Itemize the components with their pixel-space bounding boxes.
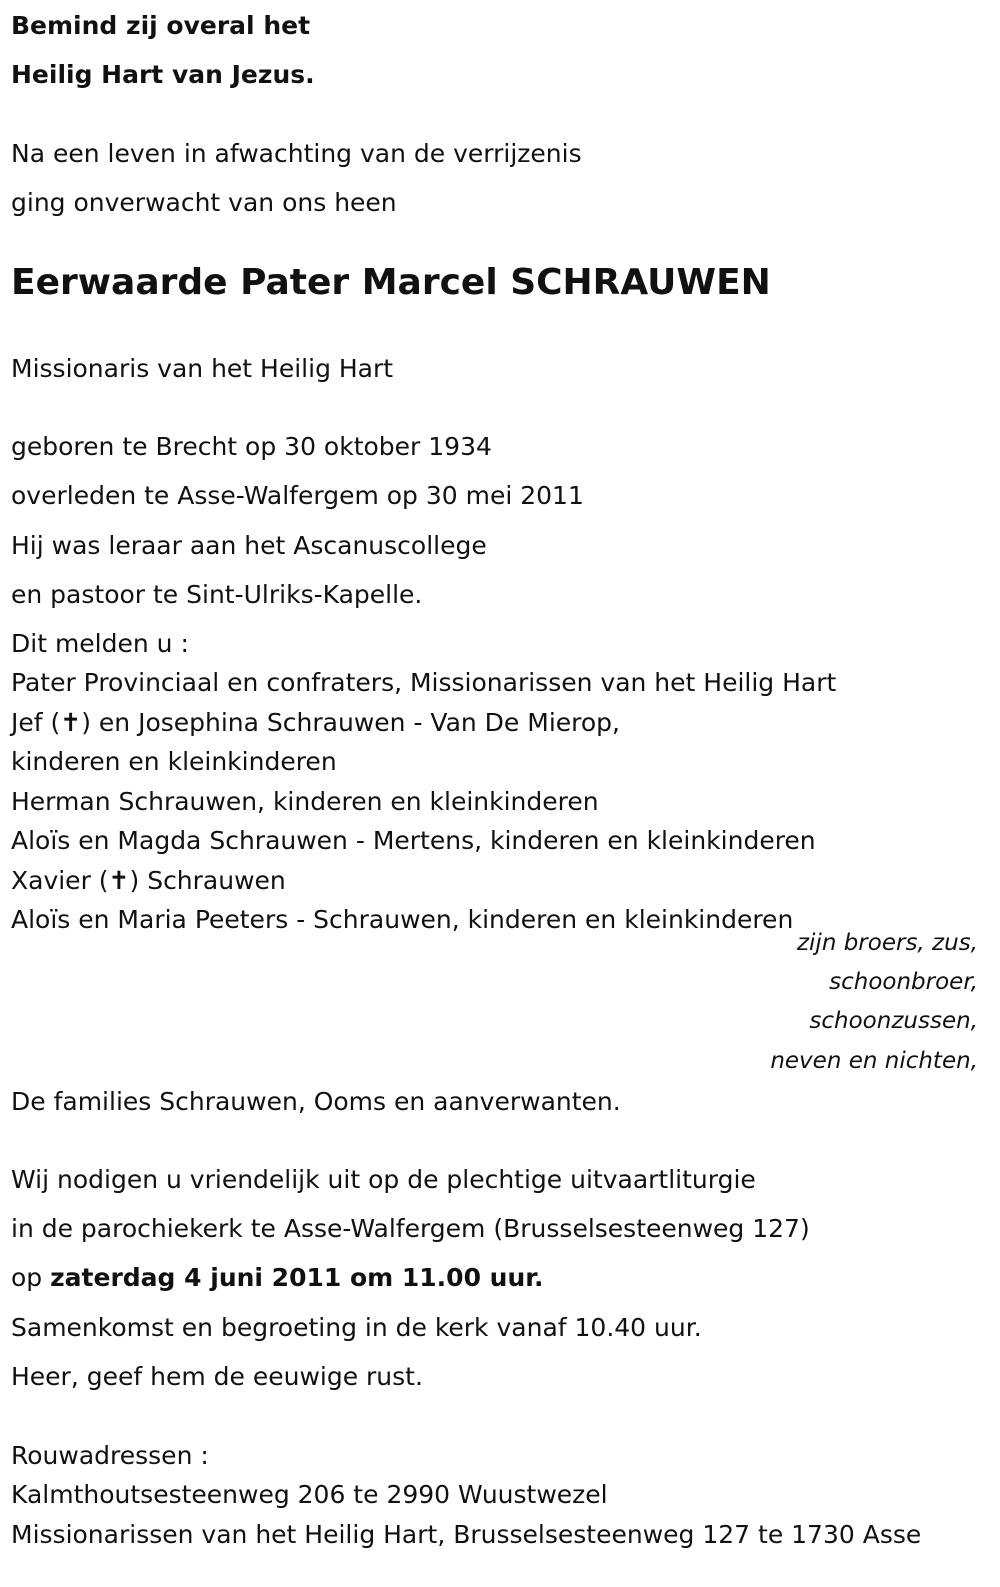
announcer-line: Aloïs en Magda Schrauwen - Mertens, kinderen en kleinkinderen: [11, 826, 816, 855]
address-line: Kalmthoutsesteenweg 206 te 2990 Wuustwezel: [11, 1480, 608, 1509]
funeral-line-2: in de parochiekerk te Asse-Walfergem (Brusselsesteenweg 127): [11, 1214, 810, 1243]
announcement-line-1: Na een leven in afwachting van de verrijzenis: [11, 139, 582, 168]
intro-line-2: Heilig Hart van Jezus.: [11, 60, 315, 89]
funeral-datetime: zaterdag 4 juni 2011 om 11.00 uur.: [50, 1263, 544, 1292]
funeral-op: op: [11, 1263, 51, 1292]
born-line: geboren te Brecht op 30 oktober 1934: [11, 432, 492, 461]
families-line: De families Schrauwen, Ooms en aanverwanten.: [11, 1087, 621, 1116]
announcer-line: Herman Schrauwen, kinderen en kleinkinderen: [11, 787, 599, 816]
prayer-line: Heer, geef hem de eeuwige rust.: [11, 1362, 423, 1391]
funeral-date-line: [11, 1265, 544, 1290]
announcer-line: kinderen en kleinkinderen: [11, 747, 337, 776]
announcer-line: Pater Provinciaal en confraters, Missionarissen van het Heilig Hart: [11, 668, 837, 697]
addresses-heading: Rouwadressen :: [11, 1441, 209, 1470]
relation-line: schoonzussen,: [809, 1008, 978, 1034]
relation-line: schoonbroer,: [829, 969, 978, 995]
funeral-line-1: Wij nodigen u vriendelijk uit op de plechtige uitvaartliturgie: [11, 1165, 756, 1194]
announcement-line-2: ging onverwacht van ons heen: [11, 188, 397, 217]
announcer-line: Aloïs en Maria Peeters - Schrauwen, kinderen en kleinkinderen: [11, 905, 794, 934]
gathering-line: Samenkomst en begroeting in de kerk vanaf 10.40 uur.: [11, 1313, 702, 1342]
address-line: Missionarissen van het Heilig Hart, Brusselsesteenweg 127 te 1730 Asse: [11, 1520, 922, 1549]
intro-line-1: Bemind zij overal het: [11, 11, 311, 40]
relation-line: neven en nichten,: [770, 1048, 978, 1074]
relation-line: zijn broers, zus,: [796, 930, 978, 956]
announcer-line: Jef (✝) en Josephina Schrauwen - Van De Mierop,: [11, 708, 620, 737]
announcers-heading: Dit melden u :: [11, 629, 189, 658]
order-line: Missionaris van het Heilig Hart: [11, 354, 394, 383]
died-line: overleden te Asse-Walfergem op 30 mei 2011: [11, 481, 584, 510]
career-line-1: Hij was leraar aan het Ascanuscollege: [11, 531, 487, 560]
announcer-line: Xavier (✝) Schrauwen: [11, 866, 286, 895]
career-line-2: en pastoor te Sint-Ulriks-Kapelle.: [11, 580, 423, 609]
deceased-name: Eerwaarde Pater Marcel SCHRAUWEN: [11, 262, 771, 303]
